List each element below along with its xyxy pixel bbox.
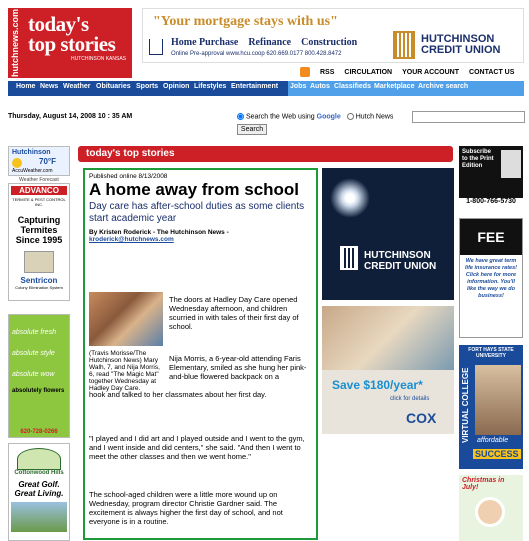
published-date: Published online 8/13/2008 [89,173,168,180]
student-photo [475,365,521,435]
advanco-sub: TERMITE & PEST CONTROL INC. [12,197,66,207]
link-contact-us[interactable]: CONTACT US [469,68,515,76]
search-web-label: Search the Web using [245,113,315,121]
site-logo[interactable] [22,8,132,78]
absolute-style: absolute style [12,350,55,357]
radio-search-web[interactable] [237,113,244,120]
weather-city: Hutchinson [12,149,51,156]
christmas-ad[interactable] [459,475,523,541]
fhsu-success: SUCCESS [475,449,519,459]
advanco-name: ADVANCO [11,186,67,195]
nav-jobs[interactable]: Jobs [290,83,307,90]
logo-subtitle: HUTCHINSON KANSAS [70,56,126,62]
nav-entertainment[interactable]: Entertainment [231,83,279,90]
link-rss[interactable]: RSS [320,68,335,76]
mortgage-contact: Online Pre-approval www.hcu.coop 620.669.0177 800.428.8472 [171,51,342,57]
cox-ad[interactable] [322,306,454,434]
site-brand-vertical[interactable]: hutchnews.com [10,9,20,78]
sentricon-name: Sentricon [20,276,58,285]
nav-weather[interactable]: Weather [63,83,91,90]
paragraph-3: "I played and I did art and I played outside and I went to the gym, and I went inside and did centers," she said. "And then I went to meet the other classes and then we went home." [89,434,305,461]
mortgage-links [171,37,367,48]
weather-temp: 70°F [39,157,56,166]
paragraph-1: The doors at Hadley Day Care opened Wednesday afternoon, and children scurried in with tales of their first day of school. [169,295,299,331]
family-photo [322,306,454,370]
fhsu-affordable: affordable [477,437,509,444]
credit-union-mark-icon [393,31,415,59]
credit-union-ad[interactable] [322,168,454,300]
credit-union-name-1: HUTCHINSON [421,33,495,45]
absolute-flowers-ad[interactable] [8,314,70,438]
section-title-bar: today's top stories [78,146,453,162]
link-your-account[interactable]: YOUR ACCOUNT [402,68,460,76]
fhsu-ad[interactable] [459,345,523,469]
nav-secondary [288,81,524,96]
nav-opinion[interactable]: Opinion [163,83,190,90]
cottonwood-logo-icon [17,448,61,470]
newspaper-icon [501,150,521,178]
weather-source: AccuWeather.com [12,168,53,174]
link-circulation[interactable]: CIRCULATION [344,68,393,76]
subscribe-text: Subscribe to the Print Edition [462,149,494,169]
photo-caption: (Travis Morisse/The Hutchinson News) Mary Walh, 7, and Nija Morris, 6, read "The Magic Mat" together Wednesday at Hadley Day Care. [89,350,160,392]
date-time: Thursday, August 14, 2008 10 : 35 AM [8,113,133,120]
sun-icon [12,158,22,168]
nav-sports[interactable]: Sports [136,83,159,90]
santa-icon [475,497,505,527]
radio-search-hutchnews[interactable] [347,113,354,120]
top-links [300,67,524,77]
cottonwood-ad[interactable] [8,443,70,541]
main-nav [8,81,524,96]
nav-news[interactable]: News [40,83,59,90]
mortgage-slogan: "Your mortgage stays with us" [153,14,338,29]
sparkle-graphic [330,178,370,218]
mortgage-link-refinance[interactable]: Refinance [248,37,292,48]
house-icon [24,251,54,273]
byline-text: By Kristen Roderick - The Hutchinson News - [89,229,229,236]
cox-offer: Save $180/year* [332,378,423,392]
nav-obituaries[interactable]: Obituaries [96,83,131,90]
logo-line-2: top stories [28,32,116,56]
rss-icon[interactable] [300,67,310,77]
article-photo[interactable] [89,292,163,346]
fee-insurance-ad[interactable] [459,218,523,338]
cox-logo: COX [406,410,437,426]
article-subhead: Day care has after-school duties as some clients start academic year [89,201,305,224]
absolute-phone: 620-728-0266 [20,429,58,435]
credit-union-logo [393,31,521,61]
logo-line-1: today's [28,12,89,36]
paragraph-2-cont: hook and talked to her classmates about her first day. [89,390,267,399]
absolute-fresh: absolute fresh [12,329,56,336]
absolute-wow: absolute wow [12,371,55,378]
golf-course-image [11,502,67,532]
paragraph-2: Nija Morris, a 6-year-old attending Faris Elementary, smiled as she hung her pink-and-blue flowered backpack on a [169,354,307,381]
mortgage-link-home-purchase[interactable]: Home Purchase [171,37,239,48]
search-hutchnews-label: Hutch News [355,113,394,121]
search-form [237,113,393,120]
fee-logo: FEE [460,219,522,255]
nav-marketplace[interactable]: Marketplace [374,83,415,90]
cottonwood-name: Cottonwood Hills [14,470,64,476]
absolutely-flowers: absolutely flowers [12,388,65,394]
credit-union-name: HUTCHINSON CREDIT UNION [364,250,437,272]
weather-widget[interactable] [8,146,70,176]
search-input[interactable] [412,111,525,123]
nav-home[interactable]: Home [16,83,36,90]
fee-text: We have great term life insurance rates! Click here for more information. You'll like the way we do business! [465,258,517,299]
nav-classifieds[interactable]: Classifieds [334,83,371,90]
article-headline: A home away from school [89,180,300,199]
search-button[interactable]: Search [237,124,267,135]
mortgage-banner-ad[interactable] [142,8,524,63]
cottonwood-tagline: Great Golf. Great Living. [14,480,64,498]
fhsu-name: FORT HAYS STATE UNIVERSITY [468,347,514,359]
christmas-text: Christmas in July! [462,477,505,491]
byline-email-link[interactable]: kroderick@hutchnews.com [89,236,174,243]
article [83,168,318,540]
subscribe-phone: 1-800-766-5730 [459,198,523,210]
credit-union-name-2: CREDIT UNION [421,44,501,56]
paragraph-4: The school-aged children were a little more wound up on Wednesday, program director Christie Gardner said. The excitement is always higher the first day of school, and not everyone is in a routine. [89,490,283,526]
credit-union-mark-icon [340,246,358,270]
equal-housing-icon [149,39,163,55]
sentricon-sub: Colony Elimination System [15,285,63,290]
virtual-college: VIRTUAL COLLEGE [461,367,470,443]
nav-autos[interactable]: Autos [310,83,330,90]
advanco-ad[interactable] [8,183,70,301]
mortgage-link-construction[interactable]: Construction [301,37,358,48]
google-logo: Google [316,113,341,121]
cox-details-link[interactable]: click for details [390,396,430,402]
nav-archive-search[interactable]: Archive search [418,83,469,90]
advanco-tagline: Capturing Termites Since 1995 [15,215,63,245]
weather-forecast-link[interactable]: Weather Forecast [19,177,59,183]
nav-lifestyles[interactable]: Lifestyles [194,83,227,90]
article-byline [89,229,312,243]
